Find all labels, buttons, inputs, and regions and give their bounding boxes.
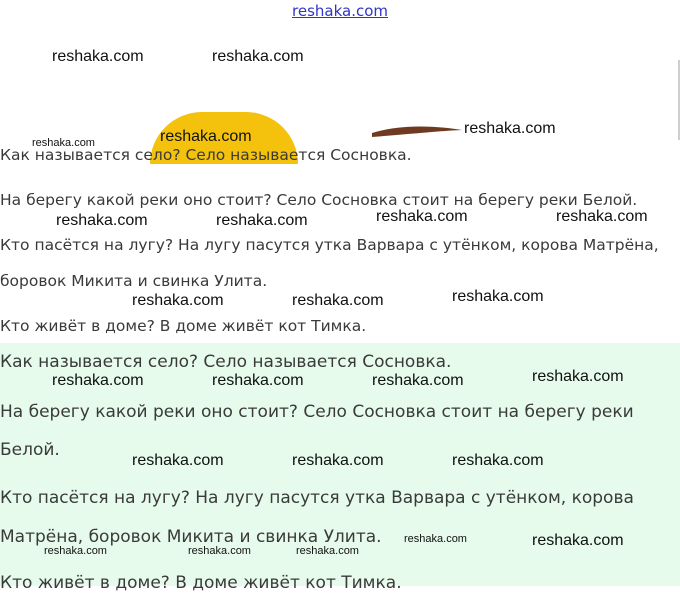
answer-line: Кто пасётся на лугу? На лугу пасутся утка Варвара с утёнком, корова: [0, 488, 634, 508]
answer-line: Как называется село? Село называется Сосновка.: [0, 352, 452, 372]
watermark: reshaka.com: [452, 288, 544, 305]
watermark: reshaka.com: [52, 48, 144, 65]
answer-line: На берегу какой реки оно стоит? Село Сосновка стоит на берегу реки Белой.: [0, 191, 638, 209]
watermark: reshaka.com: [32, 137, 95, 149]
watermark: reshaka.com: [452, 452, 544, 469]
answer-line: Матрёна, боровок Микита и свинка Улита.: [0, 527, 382, 547]
watermark: reshaka.com: [160, 128, 252, 145]
watermark: reshaka.com: [44, 545, 107, 557]
watermark: reshaka.com: [376, 208, 468, 225]
watermark: reshaka.com: [132, 292, 224, 309]
answer-line: На берегу какой реки оно стоит? Село Сосновка стоит на берегу реки: [0, 402, 634, 422]
watermark: reshaka.com: [556, 208, 648, 225]
swoosh-illustration: [370, 124, 470, 144]
watermark: reshaka.com: [292, 452, 384, 469]
watermark: reshaka.com: [132, 452, 224, 469]
watermark: reshaka.com: [532, 532, 624, 549]
site-link[interactable]: reshaka.com: [292, 2, 388, 20]
watermark: reshaka.com: [292, 292, 384, 309]
answer-line: боровок Микита и свинка Улита.: [0, 272, 268, 290]
answer-line: Кто пасётся на лугу? На лугу пасутся утка Варвара с утёнком, корова Матрёна,: [0, 236, 659, 254]
watermark: reshaka.com: [216, 212, 308, 229]
answer-line: Кто живёт в доме? В доме живёт кот Тимка.: [0, 317, 367, 335]
watermark: reshaka.com: [52, 372, 144, 389]
answer-line: Как называется село? Село называется Сосновка.: [0, 146, 412, 164]
answer-line: Белой.: [0, 440, 60, 460]
watermark: reshaka.com: [372, 372, 464, 389]
watermark: reshaka.com: [212, 48, 304, 65]
watermark: reshaka.com: [296, 545, 359, 557]
watermark: reshaka.com: [212, 372, 304, 389]
watermark: reshaka.com: [464, 120, 556, 137]
watermark: reshaka.com: [532, 368, 624, 385]
watermark: reshaka.com: [188, 545, 251, 557]
watermark: reshaka.com: [404, 533, 467, 545]
watermark: reshaka.com: [56, 212, 148, 229]
answer-line: Кто живёт в доме? В доме живёт кот Тимка.: [0, 573, 402, 593]
